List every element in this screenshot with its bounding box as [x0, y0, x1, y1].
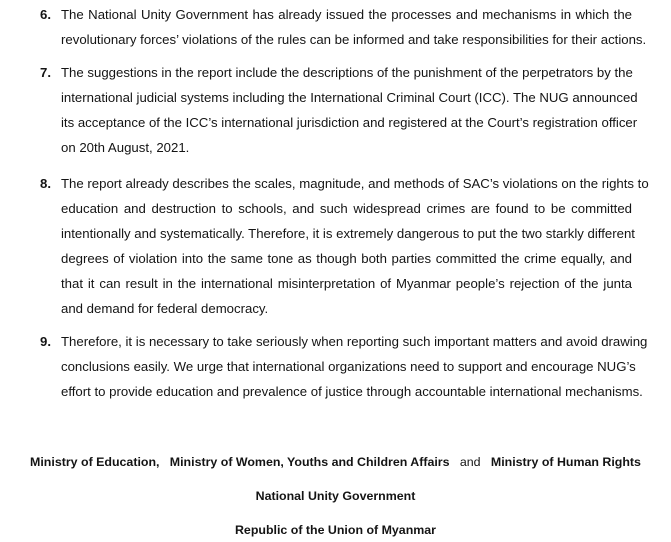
ministry-women: Ministry of Women, Youths and Children Affairs	[169, 455, 450, 469]
conjunction-and: and	[459, 455, 481, 469]
text-line: Therefore, it is necessary to take seriously when reporting such important matters and avoid drawing	[61, 334, 648, 349]
text-line: The suggestions in the report include the descriptions of the punishment of the perpetrators by the	[61, 65, 633, 80]
ministry-education: Ministry of Education,	[30, 455, 160, 469]
text-line: intentionally and systematically. Therefore, it is extremely dangerous to put the two starkly different	[61, 226, 635, 241]
text-line: conclusions easily. We urge that international organizations need to support and encourage NUG’s	[61, 359, 636, 374]
text-line: on 20th August, 2021.	[61, 140, 190, 155]
text-line: The National Unity Government has already issued the processes and mechanisms in which the	[61, 7, 632, 22]
text-line: effort to provide education and prevalence of justice through accountable international mechanisms.	[61, 384, 643, 399]
text-line: international judicial systems including the International Criminal Court (ICC). The NUG announced	[61, 90, 638, 105]
item-text	[61, 329, 648, 404]
list-item-8	[40, 171, 649, 321]
text-line: education and destruction to schools, and such widespread crimes are found to be committed	[61, 201, 632, 216]
government-name: National Unity Government	[255, 489, 416, 503]
text-line: The report already describes the scales, magnitude, and methods of SAC’s violations on the rights to	[61, 176, 649, 191]
item-number: 8.	[40, 176, 51, 191]
text-line: and demand for federal democracy.	[61, 301, 269, 316]
item-number: 6.	[40, 7, 51, 22]
ministry-human-rights: Ministry of Human Rights	[490, 455, 641, 469]
list-item-7	[40, 60, 638, 160]
text-line: degrees of violation into the same tone as though both parties committed the crime equally, and	[61, 251, 632, 266]
item-number: 9.	[40, 334, 51, 349]
item-text	[61, 171, 649, 321]
item-number: 7.	[40, 65, 51, 80]
item-text	[61, 2, 647, 52]
list-item-6	[40, 2, 647, 52]
ministries-line	[0, 455, 671, 469]
text-line: its acceptance of the ICC’s international jurisdiction and registered at the Court’s registration officer	[61, 115, 638, 130]
text-line: revolutionary forces’ violations of the rules can be informed and take responsibilities for their actions.	[61, 32, 647, 47]
list-item-9	[40, 329, 648, 404]
text-line: that it can result in the international misinterpretation of Myanmar people’s rejection of the junta	[61, 276, 632, 291]
item-text	[61, 60, 638, 160]
republic-name: Republic of the Union of Myanmar	[234, 523, 436, 537]
